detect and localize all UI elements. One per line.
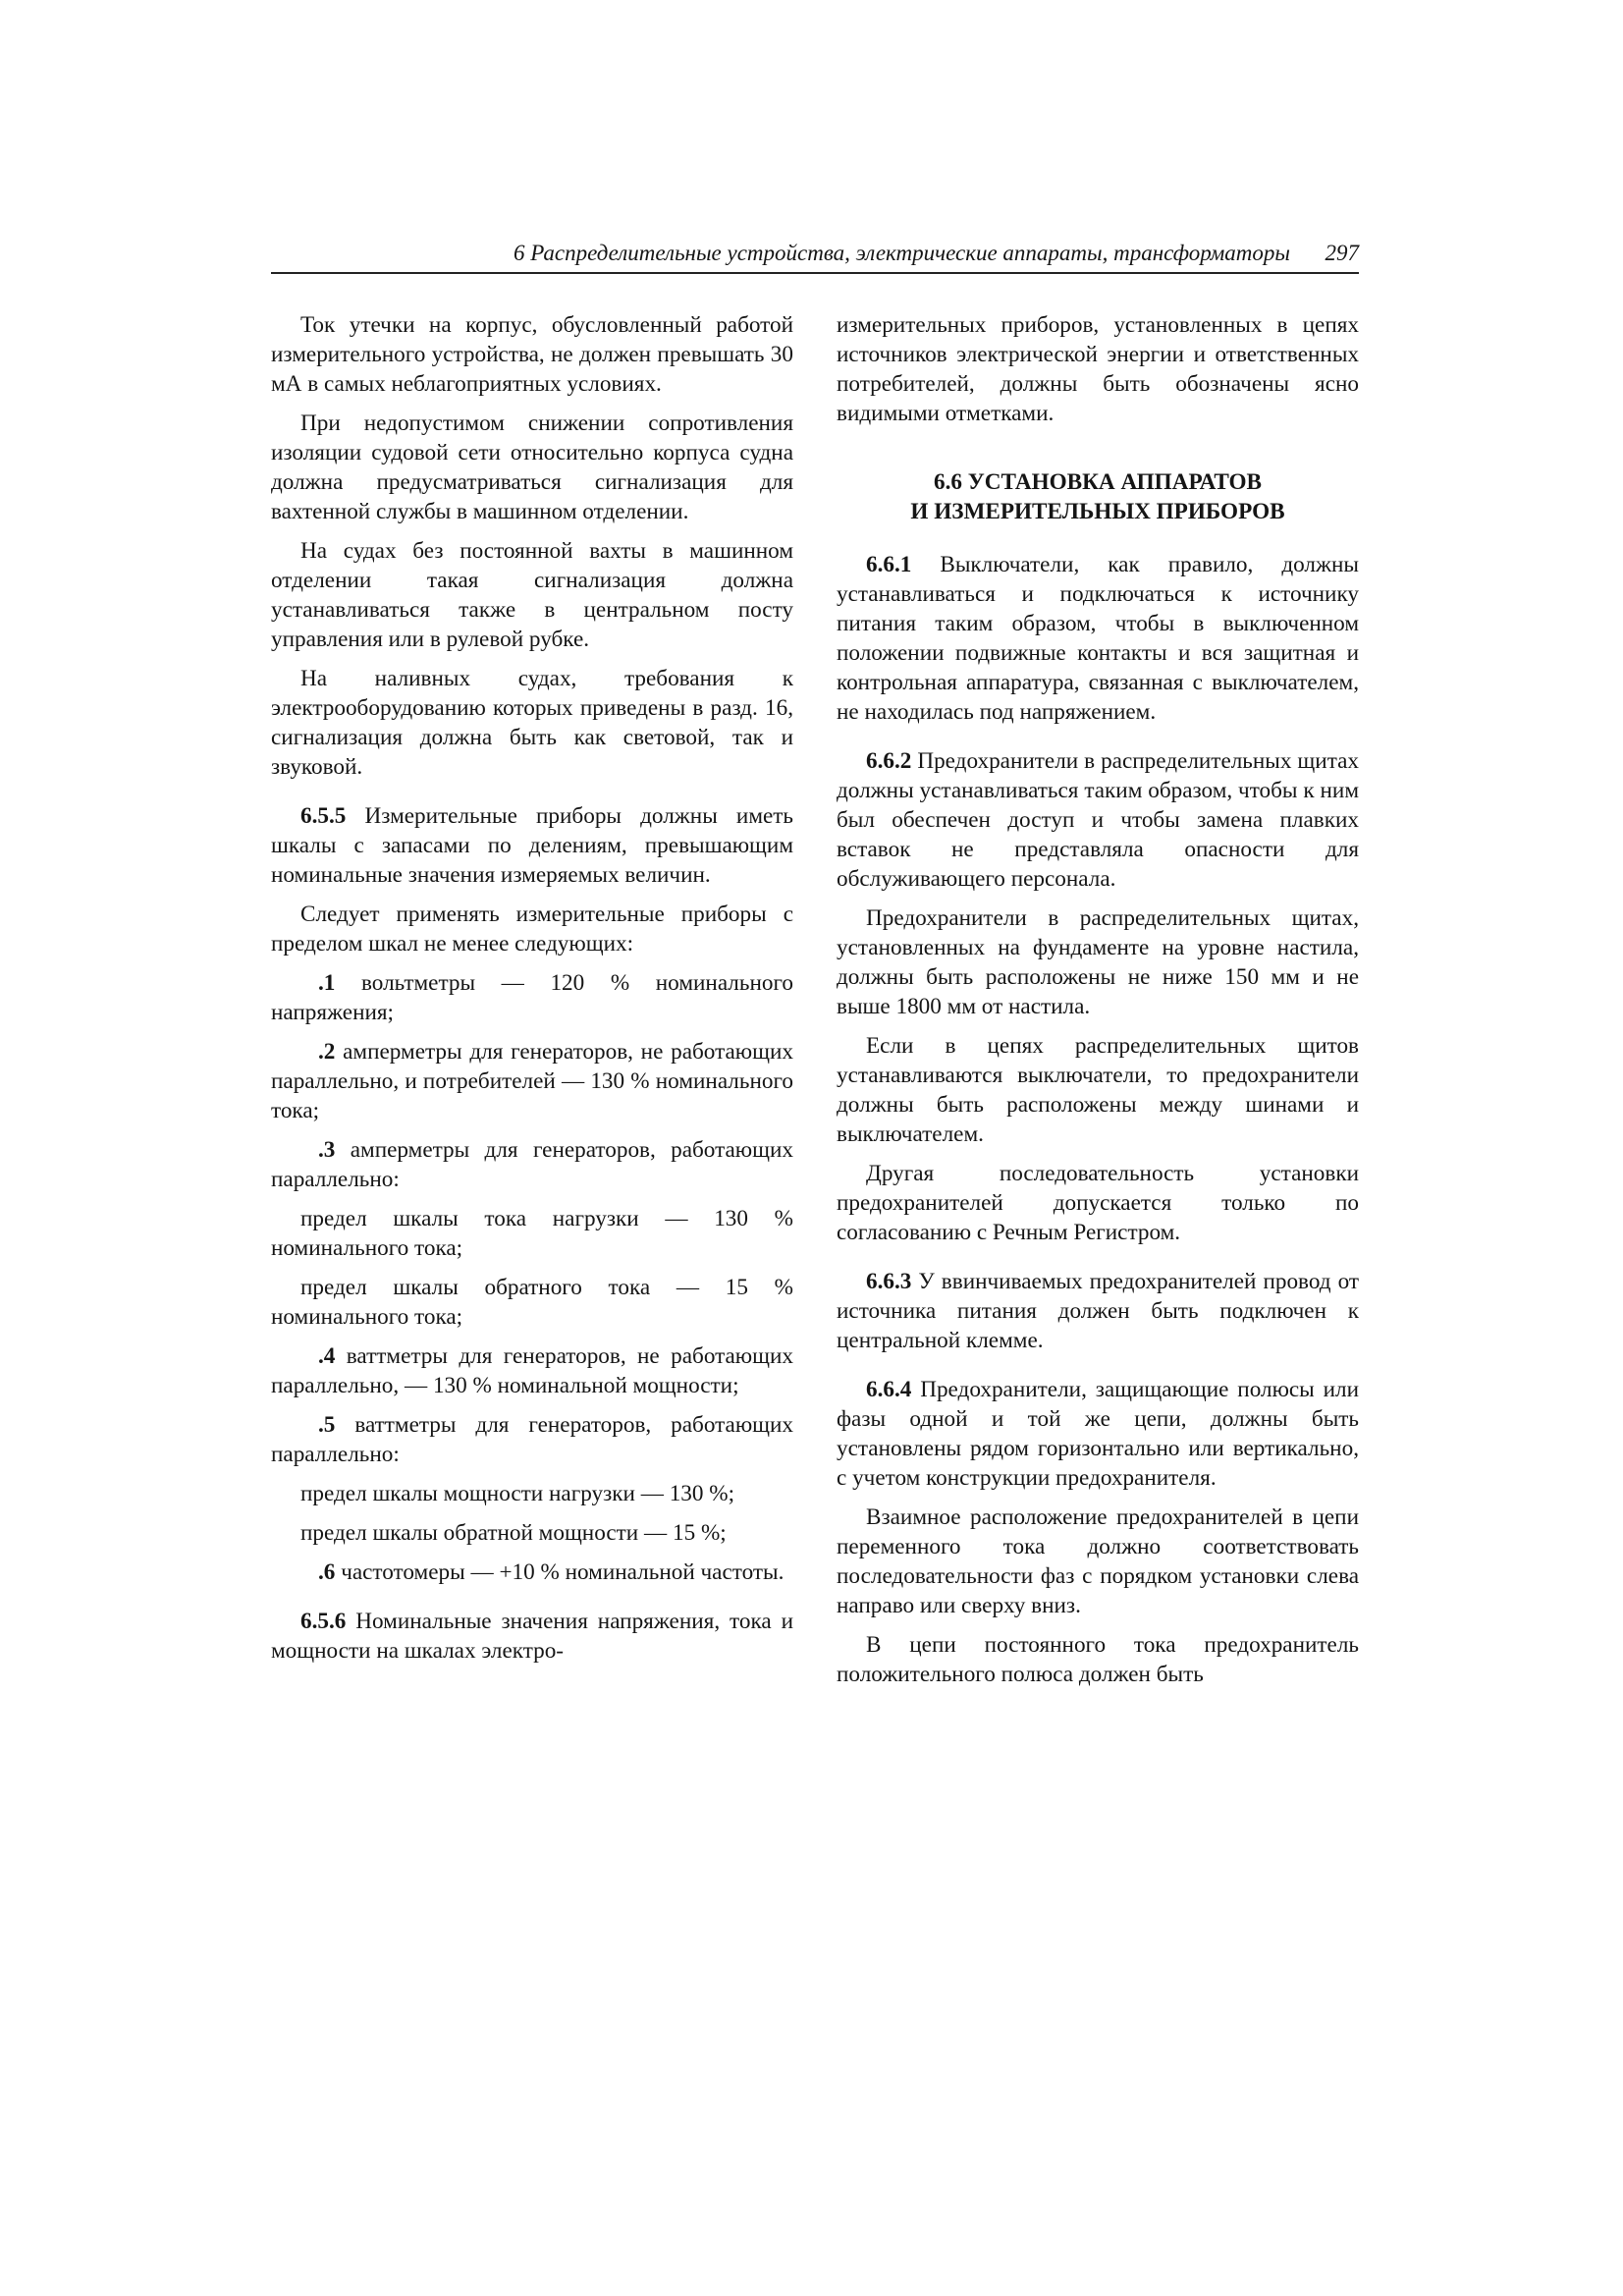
section-6-6-3: 6.6.3 У ввинчиваемых предохранителей провод от источника питания должен быть подключен к центральной клемме.: [837, 1269, 1359, 1353]
running-header: [271, 243, 1359, 274]
section-6-5-6: 6.5.6 Номинальные значения напряжения, тока и мощности на шкалах электро-: [271, 1609, 793, 1664]
section-6-6-2: 6.6.2 Предохранители в распределительных щитах должны устанавливаться таким образом, чтобы к ним был обеспечен доступ и чтобы замена плавких вставок не представляла опасности для обслуживающего персонала.: [837, 748, 1359, 892]
paragraph: Предохранители в распределительных щитах, установленных на фундаменте на уровне настила, должны быть расположены не ниже 150 мм и не выше 1800 мм от настила.: [837, 905, 1359, 1019]
paragraph: Взаимное расположение предохранителей в цепи переменного тока должно соответствовать последовательности фаз с порядком установки слева направо или сверху вниз.: [837, 1504, 1359, 1618]
section-heading: 6.6 УСТАНОВКА АППАРАТОВ И ИЗМЕРИТЕЛЬНЫХ ПРИБОРОВ: [910, 469, 1285, 524]
paragraph: предел шкалы мощности нагрузки — 130 %;: [300, 1481, 735, 1506]
section-number: 6.6.3: [866, 1269, 912, 1294]
paragraph: предел шкалы обратной мощности — 15 %;: [300, 1520, 727, 1546]
page-number: 297: [1325, 241, 1359, 265]
paragraph: На судах без постоянной вахты в машинном отделении такая сигнализация должна устанавливаться также в центральном посту управления или в рулевой рубке.: [271, 538, 793, 652]
paragraph: Другая последовательность установки предохранителей допускается только по согласованию с Речным Регистром.: [837, 1161, 1359, 1245]
section-number: 6.6.2: [866, 748, 912, 774]
section-6-5-5: 6.5.5 Измерительные приборы должны иметь шкалы с запасами по делениям, превышающим номинальные значения измеряемых величин.: [271, 803, 793, 888]
section-number: 6.5.6: [300, 1609, 347, 1634]
header-title: 6 Распределительные устройства, электрические аппараты, трансформаторы: [513, 241, 1290, 265]
section-6-6-4: 6.6.4 Предохранители, защищающие полюсы или фазы одной и той же цепи, должны быть установлены рядом горизонтально или вертикально, с учетом конструкции предохранителя.: [837, 1377, 1359, 1491]
section-number: 6.6.1: [866, 552, 912, 577]
section-6-6-1: 6.6.1 Выключатели, как правило, должны устанавливаться и подключаться к источнику питания таким образом, чтобы в выключенном положении подвижные контакты и вся защитная и контрольная аппаратура, связанная с выключателем, не находилась под напряжением.: [837, 552, 1359, 725]
list-item-4: .4 ваттметры для генераторов, не работающих параллельно, — 130 % номинальной мощности;: [271, 1343, 793, 1398]
right-column: [837, 310, 1359, 1699]
paragraph: Если в цепях распределительных щитов устанавливаются выключатели, то предохранители должны быть расположены между шинами и выключателем.: [837, 1033, 1359, 1147]
paragraph: предел шкалы тока нагрузки — 130 % номинального тока;: [271, 1206, 793, 1261]
left-column: [271, 310, 793, 1675]
list-item-2: .2 амперметры для генераторов, не работающих параллельно, и потребителей — 130 % номинального тока;: [271, 1039, 793, 1123]
section-number: 6.5.5: [300, 803, 347, 829]
list-item-5: .5 ваттметры для генераторов, работающих параллельно:: [271, 1412, 793, 1467]
paragraph: Ток утечки на корпус, обусловленный работой измерительного устройства, не должен превышать 30 мА в самых неблагоприятных условиях.: [271, 312, 793, 397]
paragraph: Следует применять измерительные приборы с пределом шкал не менее следующих:: [271, 902, 793, 957]
paragraph: При недопустимом снижении сопротивления изоляции судовой сети относительно корпуса судна должна предусматриваться сигнализация для вахтенной службы в машинном отделении.: [271, 410, 793, 524]
list-item-1: .1 вольтметры — 120 % номинального напряжения;: [271, 970, 793, 1025]
paragraph: На наливных судах, требования к электрооборудованию которых приведены в разд. 16, сигнализация должна быть как световой, так и звуковой.: [271, 666, 793, 780]
paragraph: предел шкалы обратного тока — 15 % номинального тока;: [271, 1275, 793, 1330]
list-item-6: .6 частотомеры — +10 % номинальной частоты.: [318, 1559, 784, 1585]
paragraph: В цепи постоянного тока предохранитель положительного полюса должен быть: [837, 1632, 1359, 1687]
section-number: 6.6.4: [866, 1377, 912, 1402]
list-item-3: .3 амперметры для генераторов, работающих параллельно:: [271, 1137, 793, 1192]
paragraph: измерительных приборов, установленных в цепях источников электрической энергии и ответственных потребителей, должны быть обозначены ясно видимыми отметками.: [837, 312, 1359, 426]
